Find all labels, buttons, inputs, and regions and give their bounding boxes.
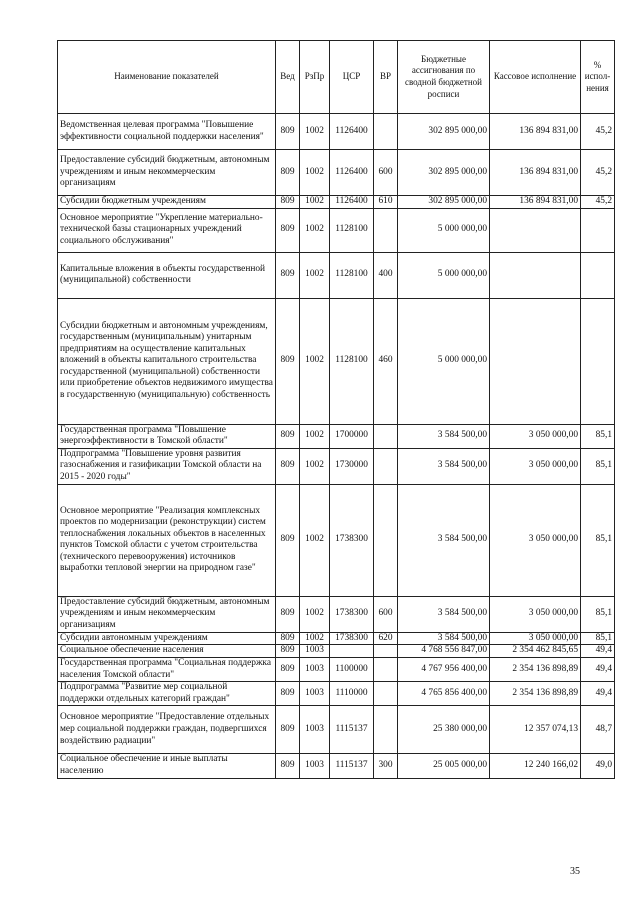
cell-vr — [374, 657, 398, 681]
cell-vr — [374, 645, 398, 658]
cell-rzpr: 1002 — [300, 196, 330, 209]
cell-rzpr: 1002 — [300, 252, 330, 298]
cell-ved: 809 — [276, 657, 300, 681]
table-row — [58, 657, 615, 681]
cell-name: Подпрограмма "Повышение уровня развития газоснабжения и газификации Томской области на 2015 - 2020 годы" — [58, 448, 276, 484]
cell-ved: 809 — [276, 208, 300, 252]
cell-pct: 85,1 — [581, 484, 615, 596]
cell-vr — [374, 682, 398, 706]
cell-csr: 1128100 — [330, 252, 374, 298]
cell-pct: 49,4 — [581, 657, 615, 681]
table-row — [58, 196, 615, 209]
page-number: 35 — [570, 866, 580, 877]
cell-cash: 136 894 831,00 — [490, 196, 581, 209]
cell-cash: 136 894 831,00 — [490, 114, 581, 150]
cell-rzpr: 1002 — [300, 424, 330, 448]
cell-vr: 600 — [374, 150, 398, 196]
header-row — [58, 41, 615, 114]
cell-name: Государственная программа "Повышение энергоэффективности в Томской области" — [58, 424, 276, 448]
cell-rzpr: 1003 — [300, 682, 330, 706]
cell-csr: 1738300 — [330, 484, 374, 596]
header-cash: Кассовое исполнение — [490, 41, 581, 114]
cell-budget: 3 584 500,00 — [398, 448, 490, 484]
cell-ved: 809 — [276, 632, 300, 645]
budget-table — [57, 40, 615, 779]
cell-csr: 1110000 — [330, 682, 374, 706]
cell-csr: 1128100 — [330, 298, 374, 424]
cell-budget: 5 000 000,00 — [398, 252, 490, 298]
cell-vr — [374, 208, 398, 252]
cell-name: Социальное обеспечение населения — [58, 645, 276, 658]
cell-budget: 25 005 000,00 — [398, 754, 490, 778]
cell-pct: 49,0 — [581, 754, 615, 778]
cell-budget: 3 584 500,00 — [398, 484, 490, 596]
cell-vr: 400 — [374, 252, 398, 298]
table-row — [58, 645, 615, 658]
cell-vr — [374, 448, 398, 484]
cell-pct: 45,2 — [581, 114, 615, 150]
cell-ved: 809 — [276, 252, 300, 298]
cell-name: Субсидии бюджетным и автономным учреждениям, государственным (муниципальным) унитарным предприятиям на осуществление капитальных вложений в объекты капитального строительства государственной (муниципальной) собственности или приобретение объектов недвижимого имущества в государственную (муниципальную) собственность — [58, 298, 276, 424]
cell-vr: 460 — [374, 298, 398, 424]
cell-pct: 48,7 — [581, 706, 615, 754]
cell-cash: 3 050 000,00 — [490, 424, 581, 448]
cell-cash: 3 050 000,00 — [490, 632, 581, 645]
cell-csr: 1115137 — [330, 706, 374, 754]
cell-vr: 610 — [374, 196, 398, 209]
cell-pct — [581, 298, 615, 424]
cell-rzpr: 1002 — [300, 484, 330, 596]
cell-vr — [374, 484, 398, 596]
table-row — [58, 706, 615, 754]
table-row — [58, 252, 615, 298]
cell-vr — [374, 706, 398, 754]
cell-rzpr: 1003 — [300, 657, 330, 681]
cell-name: Государственная программа "Социальная поддержка населения Томской области" — [58, 657, 276, 681]
cell-csr: 1126400 — [330, 196, 374, 209]
cell-ved: 809 — [276, 196, 300, 209]
cell-name: Основное мероприятие "Предоставление отдельных мер социальной поддержки граждан, подвергшихся воздействию радиации" — [58, 706, 276, 754]
cell-csr: 1126400 — [330, 150, 374, 196]
cell-vr: 300 — [374, 754, 398, 778]
cell-ved: 809 — [276, 645, 300, 658]
cell-cash: 12 240 166,02 — [490, 754, 581, 778]
cell-cash — [490, 208, 581, 252]
cell-budget: 4 765 856 400,00 — [398, 682, 490, 706]
cell-budget: 3 584 500,00 — [398, 424, 490, 448]
cell-name: Капитальные вложения в объекты государственной (муниципальной) собственности — [58, 252, 276, 298]
cell-cash: 12 357 074,13 — [490, 706, 581, 754]
header-budget: Бюджетные ассигнования по сводной бюджетной росписи — [398, 41, 490, 114]
cell-csr: 1700000 — [330, 424, 374, 448]
table-row — [58, 448, 615, 484]
cell-rzpr: 1002 — [300, 298, 330, 424]
cell-cash — [490, 298, 581, 424]
cell-cash: 3 050 000,00 — [490, 448, 581, 484]
cell-rzpr: 1003 — [300, 706, 330, 754]
cell-cash: 2 354 136 898,89 — [490, 682, 581, 706]
table-row — [58, 150, 615, 196]
cell-cash: 3 050 000,00 — [490, 484, 581, 596]
cell-ved: 809 — [276, 706, 300, 754]
cell-cash: 136 894 831,00 — [490, 150, 581, 196]
cell-ved: 809 — [276, 114, 300, 150]
cell-pct — [581, 252, 615, 298]
cell-ved: 809 — [276, 682, 300, 706]
cell-name: Субсидии бюджетным учреждениям — [58, 196, 276, 209]
cell-rzpr: 1002 — [300, 632, 330, 645]
cell-pct: 85,1 — [581, 596, 615, 632]
cell-rzpr: 1003 — [300, 645, 330, 658]
cell-cash: 3 050 000,00 — [490, 596, 581, 632]
table-row — [58, 484, 615, 596]
header-pct: % испол- нения — [581, 41, 615, 114]
cell-budget: 3 584 500,00 — [398, 596, 490, 632]
cell-cash: 2 354 462 845,65 — [490, 645, 581, 658]
header-rzpr: РзПр — [300, 41, 330, 114]
cell-vr: 600 — [374, 596, 398, 632]
cell-name: Социальное обеспечение и иные выплаты населению — [58, 754, 276, 778]
header-name: Наименование показателей — [58, 41, 276, 114]
cell-ved: 809 — [276, 150, 300, 196]
cell-csr: 1100000 — [330, 657, 374, 681]
header-csr: ЦСР — [330, 41, 374, 114]
cell-pct: 49,4 — [581, 682, 615, 706]
cell-name: Ведомственная целевая программа "Повышение эффективности социальной поддержки населения" — [58, 114, 276, 150]
table-row — [58, 208, 615, 252]
cell-rzpr: 1002 — [300, 114, 330, 150]
cell-budget: 5 000 000,00 — [398, 208, 490, 252]
cell-csr: 1126400 — [330, 114, 374, 150]
cell-vr — [374, 424, 398, 448]
table-row — [58, 114, 615, 150]
cell-budget: 302 895 000,00 — [398, 150, 490, 196]
header-vr: ВР — [374, 41, 398, 114]
cell-name: Основное мероприятие "Реализация комплексных проектов по модернизации (реконструкции) систем теплоснабжения локальных объектов в населенных пунктов Томской области с учетом строительства (технического перевооружения) источников выработки тепловой энергии на природном газе" — [58, 484, 276, 596]
cell-budget: 5 000 000,00 — [398, 298, 490, 424]
cell-name: Предоставление субсидий бюджетным, автономным учреждениям и иным некоммерческим организациям — [58, 150, 276, 196]
cell-rzpr: 1002 — [300, 150, 330, 196]
cell-pct: 85,1 — [581, 632, 615, 645]
cell-rzpr: 1002 — [300, 596, 330, 632]
table-row — [58, 424, 615, 448]
cell-rzpr: 1002 — [300, 448, 330, 484]
cell-budget: 302 895 000,00 — [398, 196, 490, 209]
cell-cash: 2 354 136 898,89 — [490, 657, 581, 681]
cell-name: Основное мероприятие "Укрепление материально-технической базы стационарных учреждений социального обслуживания" — [58, 208, 276, 252]
cell-csr: 1128100 — [330, 208, 374, 252]
cell-vr — [374, 114, 398, 150]
table-row — [58, 596, 615, 632]
cell-name: Субсидии автономным учреждениям — [58, 632, 276, 645]
cell-budget: 302 895 000,00 — [398, 114, 490, 150]
cell-budget: 4 767 956 400,00 — [398, 657, 490, 681]
cell-cash — [490, 252, 581, 298]
table-row — [58, 632, 615, 645]
cell-pct: 85,1 — [581, 448, 615, 484]
cell-budget: 3 584 500,00 — [398, 632, 490, 645]
cell-ved: 809 — [276, 424, 300, 448]
cell-ved: 809 — [276, 298, 300, 424]
header-ved: Вед — [276, 41, 300, 114]
cell-pct: 45,2 — [581, 150, 615, 196]
cell-budget: 25 380 000,00 — [398, 706, 490, 754]
cell-csr: 1115137 — [330, 754, 374, 778]
cell-ved: 809 — [276, 596, 300, 632]
cell-pct: 45,2 — [581, 196, 615, 209]
cell-name: Подпрограмма "Развитие мер социальной поддержки отдельных категорий граждан" — [58, 682, 276, 706]
cell-pct: 85,1 — [581, 424, 615, 448]
cell-csr: 1730000 — [330, 448, 374, 484]
table-row — [58, 682, 615, 706]
table-body — [58, 114, 615, 779]
cell-csr — [330, 645, 374, 658]
cell-pct: 49,4 — [581, 645, 615, 658]
cell-ved: 809 — [276, 484, 300, 596]
cell-csr: 1738300 — [330, 632, 374, 645]
cell-ved: 809 — [276, 448, 300, 484]
cell-budget: 4 768 556 847,00 — [398, 645, 490, 658]
cell-rzpr: 1002 — [300, 208, 330, 252]
cell-rzpr: 1003 — [300, 754, 330, 778]
table-row — [58, 298, 615, 424]
table-row — [58, 754, 615, 778]
cell-pct — [581, 208, 615, 252]
cell-csr: 1738300 — [330, 596, 374, 632]
cell-name: Предоставление субсидий бюджетным, автономным учреждениям и иным некоммерческим организациям — [58, 596, 276, 632]
cell-vr: 620 — [374, 632, 398, 645]
cell-ved: 809 — [276, 754, 300, 778]
